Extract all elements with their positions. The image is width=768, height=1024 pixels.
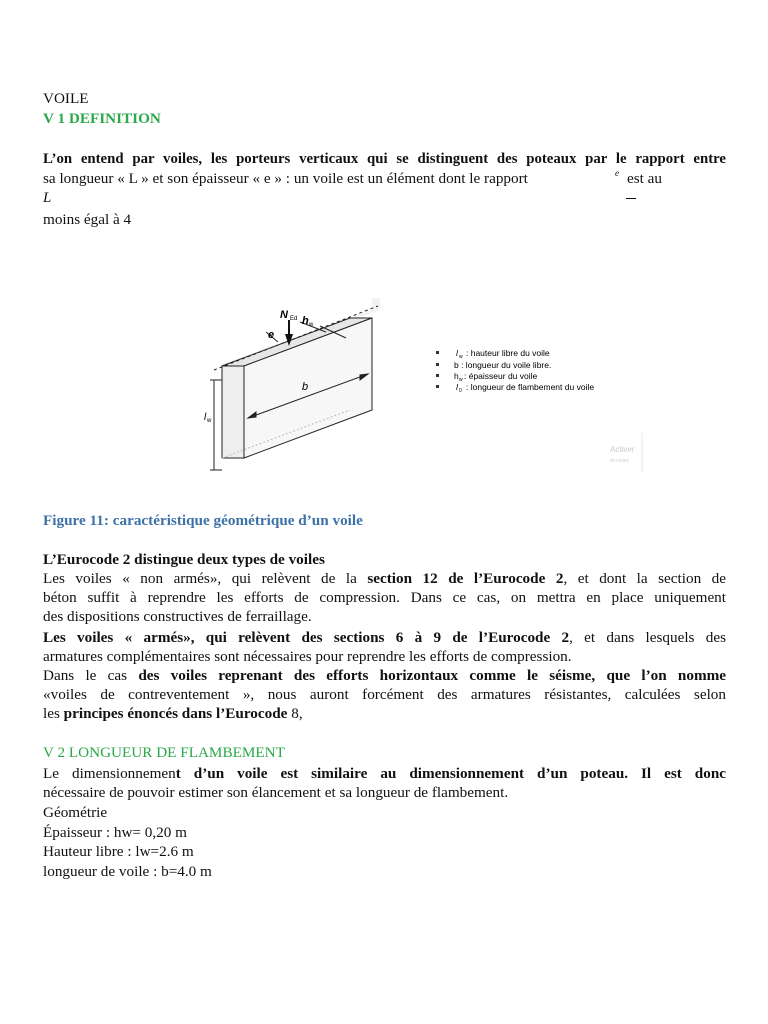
paragraph-1-line-3: des dispositions constructives de ferraillage. [43, 608, 312, 625]
legend-bullet-icon [436, 385, 439, 388]
paragraph-2-line-1 [43, 629, 726, 647]
label-n: N [280, 309, 288, 321]
geometry-thickness: Épaisseur : hw= 0,20 m [43, 824, 187, 841]
watermark-line-2: Accédez [610, 458, 630, 464]
label-h-sub: w [309, 322, 314, 328]
paragraph-1-line-2: béton suffit à reprendre les efforts de compression. Dans ce cas, on mettra en place uniquement [43, 589, 726, 606]
legend-3-sym: l [456, 382, 458, 392]
p4-part-a: Le dimensionnemen [43, 765, 176, 782]
legend-0-sym: l [456, 348, 458, 358]
definition-line-2-text: sa longueur « L » et son épaisseur « e » : un voile est un élément dont le rapport [43, 170, 528, 187]
p3-line3-part-c: 8, [287, 705, 303, 722]
legend-0-text: : hauteur libre du voile [466, 348, 550, 358]
heading-v2-flambement: V 2 LONGUEUR DE FLAMBEMENT [43, 744, 285, 761]
label-e: e [268, 329, 275, 341]
paragraph-4-line-1 [43, 765, 726, 783]
paragraph-3-line-3 [43, 705, 303, 723]
paragraph-2-line-2: armatures complémentaires sont nécessaires pour reprendre les efforts de compression. [43, 648, 572, 665]
watermark-line-1: Activer [610, 445, 635, 454]
definition-line-1: L’on entend par voiles, les porteurs verticaux qui se distinguent des poteaux par le rapport entre [43, 151, 726, 167]
legend-0-sub: w [459, 354, 463, 360]
ratio-denominator: L [43, 190, 52, 206]
ratio-fraction-bar [626, 198, 636, 199]
paragraph-4-line-2: nécessaire de pouvoir estimer son élancement et sa longueur de flambement. [43, 784, 509, 801]
definition-line-3: moins égal à 4 [43, 211, 132, 228]
p4-part-b: t d’un voile est similaire au dimensionnement d’un poteau. Il est donc [175, 765, 727, 782]
paragraph-3-line-2: «voiles de contreventement », nous auront forcément des armatures résistantes, calculées selon [43, 686, 726, 703]
geometry-wall-length: longueur de voile : b=4.0 m [43, 863, 212, 880]
eurocode-title: L’Eurocode 2 distingue deux types de voiles [43, 551, 325, 568]
legend-1-text: b : longueur du voile libre. [454, 360, 552, 370]
p1-part-a: Les voiles « non armés», qui relèvent de la [43, 570, 368, 587]
geometry-title: Géométrie [43, 804, 108, 821]
legend-bullet-icon [436, 374, 439, 377]
legend-2-text: : épaisseur du voile [464, 371, 538, 381]
geometry-free-height: Hauteur libre : lw=2.6 m [43, 843, 194, 860]
p1-part-c: , et dont la section de [563, 570, 726, 587]
legend-bullet-icon [436, 351, 439, 354]
legend-2-sym: h [454, 371, 459, 381]
label-l-sub: w [207, 418, 212, 424]
wall-geometry-figure [200, 298, 650, 478]
legend-bullet-icon [436, 363, 439, 366]
figure-caption: Figure 11: caractéristique géométrique d’un voile [43, 512, 363, 529]
ratio-numerator: e [615, 168, 619, 178]
heading-v1-definition: V 1 DEFINITION [43, 110, 161, 127]
heading-voile: VOILE [43, 90, 89, 107]
p3-part-a: Dans le cas [43, 667, 139, 684]
p1-part-b: section 12 de l’Eurocode 2 [367, 570, 564, 587]
paragraph-1-line-1 [43, 570, 726, 588]
legend-2-sub: w [459, 377, 463, 383]
figure-legend [436, 348, 594, 394]
label-h: h [302, 315, 309, 327]
p2-part-a: Les voiles « armés», qui relèvent des sections 6 à 9 de l’Eurocode 2 [43, 629, 570, 646]
paragraph-3-line-1 [43, 667, 726, 685]
p3-part-b: des voiles reprenant des efforts horizontaux comme le séisme, que l’on nomme [138, 667, 726, 684]
p3-line3-part-b: principes énoncés dans l’Eurocode [63, 705, 288, 722]
legend-3-sub: 0 [459, 388, 462, 394]
p2-part-b: , et dans lesquels des [569, 629, 726, 646]
label-n-sub: Ed [290, 316, 298, 322]
definition-line-2 [43, 170, 528, 188]
legend-3-text: : longueur de flambement du voile [466, 382, 595, 392]
p3-line3-part-a: les [43, 705, 64, 722]
label-b: b [302, 381, 309, 393]
definition-line-2-end: est au [627, 170, 663, 187]
label-l: l [204, 412, 207, 423]
